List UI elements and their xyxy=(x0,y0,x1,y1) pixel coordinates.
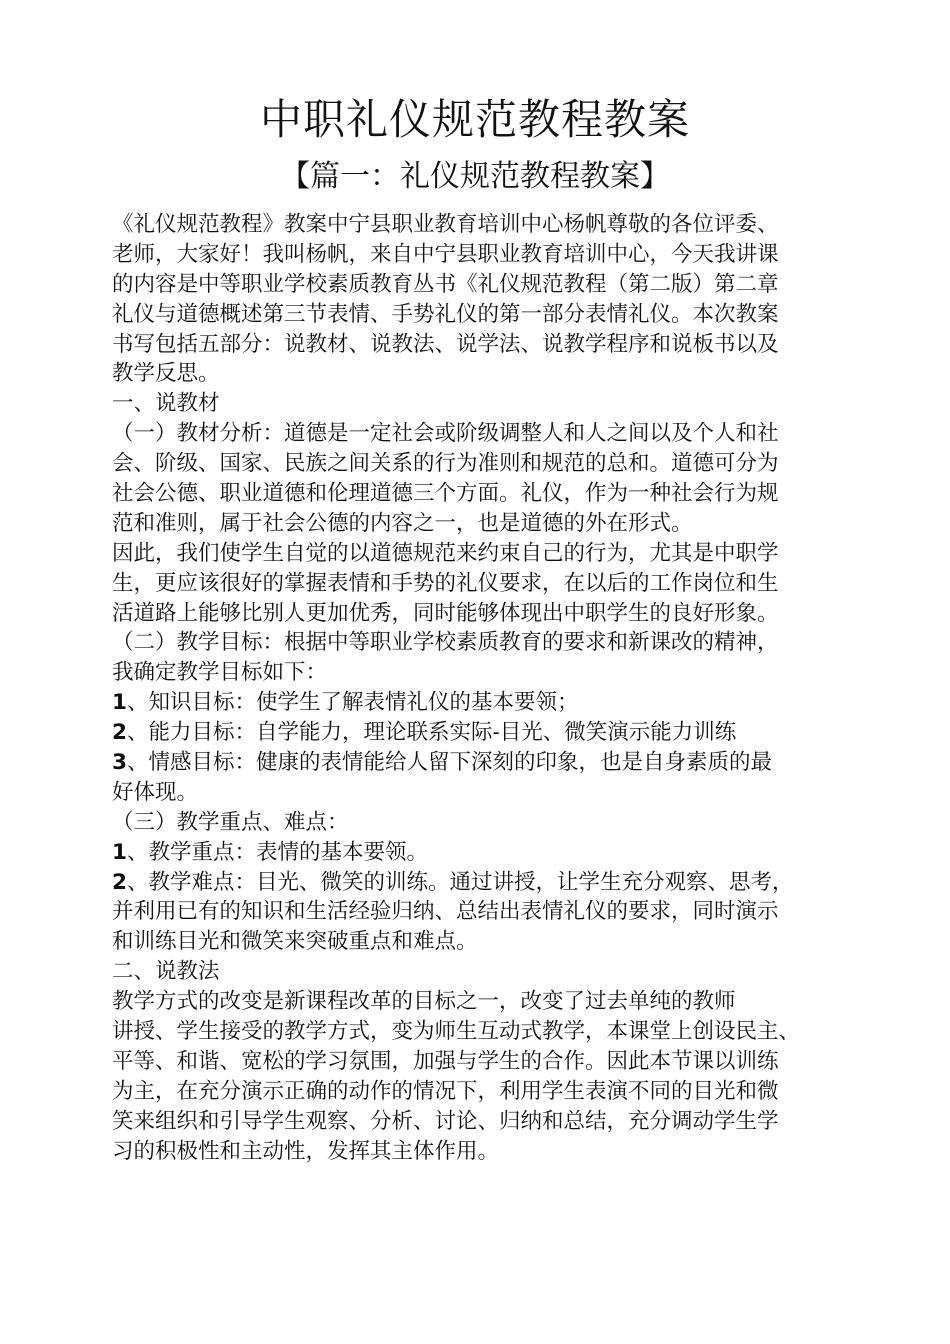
body-line: 生，更应该很好的掌握表情和手势的礼仪要求，在以后的工作岗位和生 xyxy=(112,570,779,596)
list-number: 2 xyxy=(112,720,127,746)
body-line: 并利用已有的知识和生活经验归纳、总结出表情礼仪的要求，同时演示 xyxy=(112,899,779,925)
body-line: 活道路上能够比别人更加优秀，同时能够体现出中职学生的良好形象。 xyxy=(112,600,779,626)
list-item: 1、教学重点：表情的基本要领。 xyxy=(112,839,428,865)
body-line: 社会公德、职业道德和伦理道德三个方面。礼仪，作为一种社会行为规 xyxy=(112,481,779,507)
section-heading: 一、说教材 xyxy=(112,391,220,417)
list-number: 1 xyxy=(112,839,127,865)
list-item: 1、知识目标：使学生了解表情礼仪的基本要领； xyxy=(112,690,579,716)
section-heading: 二、说教法 xyxy=(112,959,220,985)
body-line: 范和准则，属于社会公德的内容之一，也是道德的外在形式。 xyxy=(112,510,693,536)
document-title: 中职礼仪规范教程教案 xyxy=(259,95,690,144)
body-line: 书写包括五部分：说教材、说教法、说学法、说教学程序和说板书以及 xyxy=(112,331,779,357)
list-number: 2 xyxy=(112,869,127,895)
body-line: 会、阶级、国家、民族之间关系的行为准则和规范的总和。道德可分为 xyxy=(112,451,779,477)
body-line: 我确定教学目标如下： xyxy=(112,660,328,686)
document-subtitle: 【篇一：礼仪规范教程教案】 xyxy=(280,159,670,194)
body-line: 礼仪与道德概述第三节表情、手势礼仪的第一部分表情礼仪。本次教案 xyxy=(112,301,779,327)
body-line: 平等、和谐、宽松的学习氛围，加强与学生的合作。因此本节课以训练 xyxy=(112,1048,779,1074)
body-line: 因此，我们使学生自觉的以道德规范来约束自己的行为，尤其是中职学 xyxy=(112,540,779,566)
body-line: 的内容是中等职业学校素质教育丛书《礼仪规范教程（第二版）第二章 xyxy=(112,271,779,297)
list-number: 3 xyxy=(112,750,127,776)
body-line: 教学方式的改变是新课程改革的目标之一，改变了过去单纯的教师 xyxy=(112,989,736,1015)
list-number: 1 xyxy=(112,690,127,716)
list-item: 2、能力目标：自学能力，理论联系实际-目光、微笑演示能力训练 xyxy=(112,720,737,746)
body-line: 好体现。 xyxy=(112,779,199,805)
body-line: 习的积极性和主动性，发挥其主体作用。 xyxy=(112,1138,500,1164)
body-line: 老师，大家好！我叫杨帆，来自中宁县职业教育培训中心，今天我讲课 xyxy=(112,241,779,267)
body-line: 笑来组织和引导学生观察、分析、讨论、归纳和总结，充分调动学生学 xyxy=(112,1108,779,1134)
body-line: （一）教材分析：道德是一定社会或阶级调整人和人之间以及个人和社 xyxy=(112,421,779,447)
body-line: 教学反思。 xyxy=(112,361,220,387)
body-line: 《礼仪规范教程》教案中宁县职业教育培训中心杨帆尊敬的各位评委、 xyxy=(112,212,779,237)
list-item: 3、情感目标：健康的表情能给人留下深刻的印象，也是自身素质的最 xyxy=(112,750,772,776)
body-line: 为主，在充分演示正确的动作的情况下，利用学生表演不同的目光和微 xyxy=(112,1078,779,1104)
body-line: （三）教学重点、难点： xyxy=(112,809,349,835)
body-line: （二）教学目标：根据中等职业学校素质教育的要求和新课改的精神， xyxy=(112,630,779,656)
list-item: 2、教学难点：目光、微笑的训练。通过讲授，让学生充分观察、思考， xyxy=(112,869,794,895)
body-line: 和训练目光和微笑来突破重点和难点。 xyxy=(112,929,478,955)
body-line: 讲授、学生接受的教学方式，变为师生互动式教学，本课堂上创设民主、 xyxy=(112,1019,801,1045)
document-body xyxy=(112,210,852,1167)
